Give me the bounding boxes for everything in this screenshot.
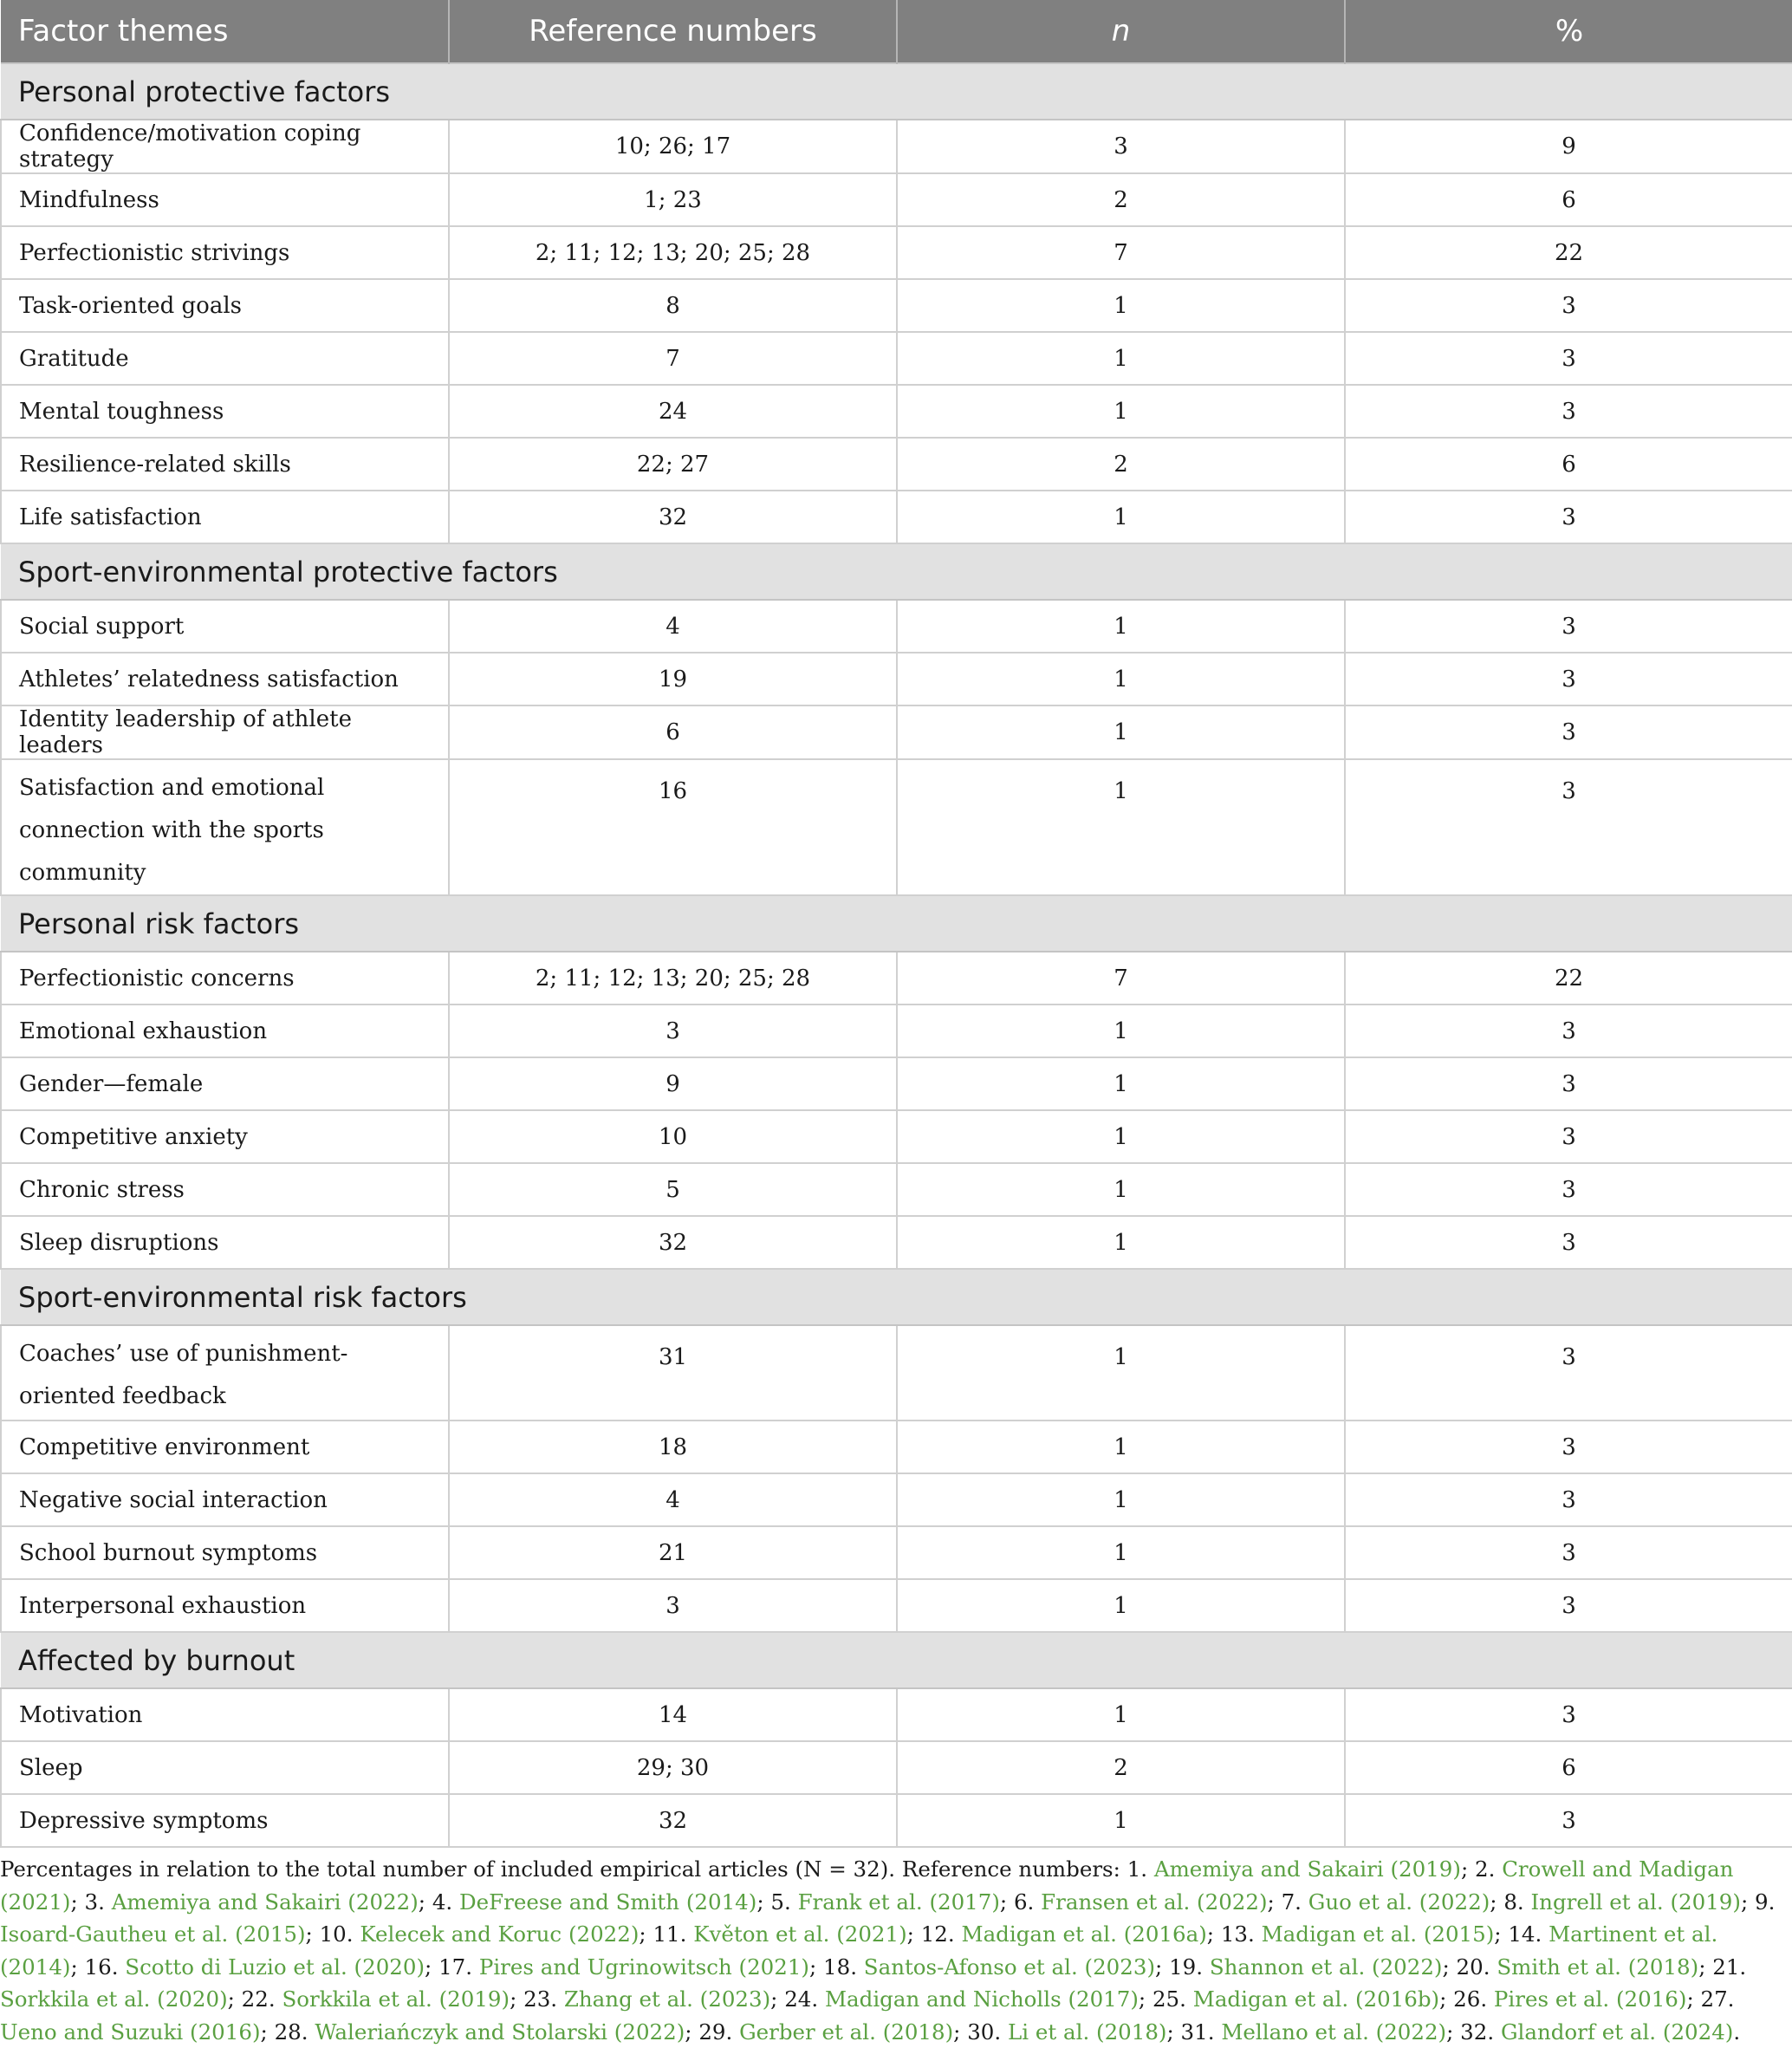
factor-cell: Mindfulness	[1, 173, 449, 226]
percent-cell: 3	[1345, 1216, 1792, 1269]
percent-cell: 3	[1345, 1794, 1792, 1847]
reference-number: 9.	[1754, 1889, 1776, 1915]
factor-cell: Sleep disruptions	[1, 1216, 449, 1269]
reference-number: 5.	[770, 1889, 791, 1915]
reference-numbers-cell: 14	[449, 1688, 897, 1741]
table-row	[1, 1110, 1792, 1163]
n-cell: 2	[897, 438, 1345, 491]
percent-cell: 3	[1345, 491, 1792, 543]
reference-number: 18.	[823, 1954, 857, 1980]
reference-numbers-cell: 19	[449, 653, 897, 705]
table-row	[1, 1741, 1792, 1794]
reference-number: 22.	[241, 1986, 276, 2012]
factor-cell: Chronic stress	[1, 1163, 449, 1216]
reference-number: 24.	[784, 1986, 819, 2012]
n-cell: 1	[897, 279, 1345, 332]
reference-number: 23.	[523, 1986, 558, 2012]
reference-numbers-cell: 2; 11; 12; 13; 20; 25; 28	[449, 226, 897, 279]
section-title: Personal risk factors	[1, 895, 1792, 952]
percent-cell: 3	[1345, 1057, 1792, 1110]
factor-cell: Social support	[1, 600, 449, 653]
reference-number: 26.	[1453, 1986, 1488, 2012]
table-row	[1, 1004, 1792, 1057]
reference-citation-link[interactable]: Scotto di Luzio et al. (2020)	[125, 1954, 425, 1980]
reference-number: 6.	[1013, 1889, 1035, 1915]
reference-citation-link[interactable]: Frank et al. (2017)	[797, 1889, 1000, 1915]
table-row	[1, 1473, 1792, 1526]
section-header-row	[1, 1269, 1792, 1325]
reference-numbers-cell: 31	[449, 1325, 897, 1421]
reference-numbers-cell: 1; 23	[449, 173, 897, 226]
factor-cell: Satisfaction and emotional connection with the sports community	[1, 759, 449, 895]
reference-citation-link[interactable]: Zhang et al. (2023)	[563, 1986, 771, 2012]
reference-numbers-cell: 16	[449, 759, 897, 895]
reference-number: 20.	[1456, 1954, 1490, 1980]
reference-citation-link[interactable]: Květon et al. (2021)	[693, 1921, 907, 1947]
factor-cell: School burnout symptoms	[1, 1526, 449, 1579]
header-row	[1, 0, 1792, 63]
percent-cell: 3	[1345, 1526, 1792, 1579]
factor-cell: Sleep	[1, 1741, 449, 1794]
reference-number: 12.	[920, 1921, 955, 1947]
reference-number: 21.	[1712, 1954, 1747, 1980]
reference-number: 32.	[1460, 2019, 1495, 2045]
reference-numbers-cell: 8	[449, 279, 897, 332]
percent-cell: 3	[1345, 1004, 1792, 1057]
table-row	[1, 1057, 1792, 1110]
reference-number: 27.	[1700, 1986, 1735, 2012]
n-cell: 1	[897, 1526, 1345, 1579]
n-cell: 2	[897, 1741, 1345, 1794]
table-footnote: Percentages in relation to the total number of included empirical articles (N = 32). Reference numbers: 1. Amemiya and Sakairi (2019); 2. Crowell and Madigan (2021); 3. Amemiya and Sakairi (2022); 4. DeFreese and Smith (2014); 5. Frank et al. (2017); 6. Fransen et al. (2022); 7. Guo et al. (2022); 8. Ingrell et al. (2019); 9. Isoard-Gautheu et al. (2015); 10. Kelecek and Koruc (2022); 11. Květon et al. (2021); 12. Madigan et al. (2016a); 13. Madigan et al. (2015); 14. Martinent et al. (2014); 16. Scotto di Luzio et al. (2020); 17. Pires and Ugrinowitsch (2021); 18. Santos-Afonso et al. (2023); 19. Shannon et al. (2022); 20. Smith et al. (2018); 21. Sorkkila et al. (2020); 22. Sorkkila et al. (2019); 23. Zhang et al. (2023); 24. Madigan and Nicholls (2017); 25. Madigan et al. (2016b); 26. Pires et al. (2016); 27. Ueno and Suzuki (2016); 28. Waleriańczyk and Stolarski (2022); 29. Gerber et al. (2018); 30. Li et al. (2018); 31. Mellano et al. (2022); 32. Glandorf et al. (2024).	[0, 1856, 1776, 2045]
percent-cell: 3	[1345, 1325, 1792, 1421]
percent-cell: 3	[1345, 653, 1792, 705]
reference-numbers-cell: 21	[449, 1526, 897, 1579]
n-cell: 1	[897, 1110, 1345, 1163]
factor-cell: Perfectionistic concerns	[1, 952, 449, 1004]
reference-citation-link[interactable]: Mellano et al. (2022)	[1221, 2019, 1447, 2045]
table-row	[1, 385, 1792, 438]
percent-cell: 3	[1345, 1473, 1792, 1526]
n-cell: 1	[897, 1794, 1345, 1847]
reference-citation-link[interactable]: Madigan et al. (2016a)	[961, 1921, 1207, 1947]
reference-numbers-cell: 2; 11; 12; 13; 20; 25; 28	[449, 952, 897, 1004]
percent-cell: 3	[1345, 600, 1792, 653]
n-cell: 1	[897, 1216, 1345, 1269]
factor-cell: Mental toughness	[1, 385, 449, 438]
n-cell: 7	[897, 952, 1345, 1004]
reference-citation-link[interactable]: Pires and Ugrinowitsch (2021)	[478, 1954, 809, 1980]
reference-citation-link[interactable]: Amemiya and Sakairi (2019)	[1153, 1856, 1461, 1882]
percent-cell: 6	[1345, 1741, 1792, 1794]
table-row	[1, 491, 1792, 543]
factor-cell: Identity leadership of athlete leaders	[1, 705, 449, 759]
percent-cell: 3	[1345, 1163, 1792, 1216]
table-row	[1, 120, 1792, 173]
reference-numbers-cell: 6	[449, 705, 897, 759]
reference-citation-link[interactable]: Fransen et al. (2022)	[1041, 1889, 1268, 1915]
reference-number: 28.	[274, 2019, 308, 2045]
n-cell: 1	[897, 332, 1345, 385]
reference-number: 1.	[1126, 1856, 1148, 1882]
factor-cell: Task-oriented goals	[1, 279, 449, 332]
reference-numbers-cell: 9	[449, 1057, 897, 1110]
reference-citation-link[interactable]: Isoard-Gautheu et al. (2015)	[0, 1921, 306, 1947]
table-row	[1, 332, 1792, 385]
reference-citation-link[interactable]: Madigan et al. (2015)	[1261, 1921, 1495, 1947]
reference-citation-link[interactable]: Smith et al. (2018)	[1497, 1954, 1699, 1980]
reference-citation-link[interactable]: Sorkkila et al. (2020)	[0, 1986, 228, 2012]
section-header-row	[1, 895, 1792, 952]
reference-citation-link[interactable]: Ueno and Suzuki (2016)	[0, 2019, 261, 2045]
table-row	[1, 759, 1792, 895]
reference-citation-link[interactable]: Ingrell et al. (2019)	[1530, 1889, 1741, 1915]
reference-citation-link[interactable]: DeFreese and Smith (2014)	[459, 1889, 757, 1915]
table-row	[1, 1325, 1792, 1421]
header-reference-numbers: Reference numbers	[449, 0, 897, 63]
factor-cell: Emotional exhaustion	[1, 1004, 449, 1057]
table-row	[1, 279, 1792, 332]
reference-number: 16.	[84, 1954, 119, 1980]
n-cell: 1	[897, 1057, 1345, 1110]
reference-number: 25.	[1152, 1986, 1186, 2012]
header-factor-themes: Factor themes	[1, 0, 449, 63]
reference-numbers-cell: 10	[449, 1110, 897, 1163]
percent-cell: 9	[1345, 120, 1792, 173]
percent-cell: 6	[1345, 438, 1792, 491]
reference-numbers-cell: 18	[449, 1421, 897, 1473]
reference-citation-link[interactable]: Shannon et al. (2022)	[1209, 1954, 1443, 1980]
reference-numbers-cell: 5	[449, 1163, 897, 1216]
section-header-row	[1, 63, 1792, 120]
reference-number: 19.	[1169, 1954, 1204, 1980]
factor-cell: Life satisfaction	[1, 491, 449, 543]
factor-cell: Coaches’ use of punishment-oriented feedback	[1, 1325, 449, 1421]
factor-cell: Negative social interaction	[1, 1473, 449, 1526]
n-cell: 1	[897, 1579, 1345, 1632]
reference-citation-link[interactable]: Santos-Afonso et al. (2023)	[863, 1954, 1156, 1980]
section-title: Affected by burnout	[1, 1632, 1792, 1688]
percent-cell: 22	[1345, 952, 1792, 1004]
table-row	[1, 1163, 1792, 1216]
table-row	[1, 1794, 1792, 1847]
section-title: Personal protective factors	[1, 63, 1792, 120]
n-cell: 1	[897, 705, 1345, 759]
percent-cell: 22	[1345, 226, 1792, 279]
percent-cell: 3	[1345, 1579, 1792, 1632]
n-cell: 3	[897, 120, 1345, 173]
n-cell: 7	[897, 226, 1345, 279]
reference-citation-link[interactable]: Amemiya and Sakairi (2022)	[111, 1889, 419, 1915]
reference-numbers-cell: 32	[449, 1794, 897, 1847]
table-row	[1, 173, 1792, 226]
table-row	[1, 1688, 1792, 1741]
table-row	[1, 1421, 1792, 1473]
factor-cell: Perfectionistic strivings	[1, 226, 449, 279]
reference-numbers-cell: 10; 26; 17	[449, 120, 897, 173]
reference-citation-link[interactable]: Sorkkila et al. (2019)	[282, 1986, 510, 2012]
n-cell: 1	[897, 385, 1345, 438]
reference-citation-link[interactable]: Madigan and Nicholls (2017)	[824, 1986, 1139, 2012]
n-cell: 1	[897, 1473, 1345, 1526]
percent-cell: 3	[1345, 279, 1792, 332]
factor-cell: Athletes’ relatedness satisfaction	[1, 653, 449, 705]
reference-numbers-cell: 32	[449, 491, 897, 543]
reference-number: 7.	[1281, 1889, 1302, 1915]
factor-cell: Depressive symptoms	[1, 1794, 449, 1847]
reference-numbers-cell: 3	[449, 1579, 897, 1632]
table-row	[1, 1579, 1792, 1632]
percent-cell: 3	[1345, 332, 1792, 385]
reference-number: 13.	[1220, 1921, 1255, 1947]
table-row	[1, 1526, 1792, 1579]
percent-cell: 3	[1345, 1421, 1792, 1473]
n-cell: 1	[897, 653, 1345, 705]
reference-number: 30.	[967, 2019, 1002, 2045]
percent-cell: 3	[1345, 759, 1792, 895]
header-n: n	[897, 0, 1345, 63]
reference-citation-link[interactable]: Li et al. (2018)	[1007, 2019, 1167, 2045]
table-row	[1, 226, 1792, 279]
n-cell: 1	[897, 1004, 1345, 1057]
table-row	[1, 952, 1792, 1004]
reference-citation-link[interactable]: Guo et al. (2022)	[1308, 1889, 1490, 1915]
table-row	[1, 653, 1792, 705]
percent-cell: 3	[1345, 705, 1792, 759]
percent-cell: 3	[1345, 385, 1792, 438]
reference-numbers-cell: 7	[449, 332, 897, 385]
n-cell: 1	[897, 491, 1345, 543]
table-row	[1, 1216, 1792, 1269]
reference-number: 3.	[84, 1889, 105, 1915]
reference-number: 17.	[438, 1954, 473, 1980]
section-header-row	[1, 1632, 1792, 1688]
table-row	[1, 438, 1792, 491]
reference-citation-link[interactable]: Pires et al. (2016)	[1493, 1986, 1687, 2012]
reference-numbers-cell: 4	[449, 1473, 897, 1526]
n-cell: 1	[897, 1325, 1345, 1421]
reference-numbers-cell: 4	[449, 600, 897, 653]
reference-citation-link[interactable]: Crowell and Madigan (2021)	[0, 1856, 1734, 1915]
reference-number: 2.	[1475, 1856, 1496, 1882]
reference-citation-link[interactable]: Kelecek and Koruc (2022)	[360, 1921, 640, 1947]
factor-cell: Resilience-related skills	[1, 438, 449, 491]
reference-number: 8.	[1503, 1889, 1524, 1915]
reference-number: 29.	[698, 2019, 733, 2045]
factor-cell: Confidence/motivation coping strategy	[1, 120, 449, 173]
reference-number: 4.	[432, 1889, 453, 1915]
reference-citation-link[interactable]: Gerber et al. (2018)	[739, 2019, 954, 2045]
reference-number: 11.	[653, 1921, 687, 1947]
factor-cell: Gratitude	[1, 332, 449, 385]
reference-citation-link[interactable]: Martinent et al. (2014)	[0, 1921, 1718, 1980]
reference-citation-link[interactable]: Waleriańczyk and Stolarski (2022)	[315, 2019, 685, 2045]
footnote-intro: Percentages in relation to the total number of included empirical articles (N = 32). Reference numbers:	[0, 1856, 1127, 1882]
n-cell: 1	[897, 759, 1345, 895]
reference-number: 14.	[1508, 1921, 1542, 1947]
section-title: Sport-environmental risk factors	[1, 1269, 1792, 1325]
reference-numbers-cell: 32	[449, 1216, 897, 1269]
factor-cell: Gender—female	[1, 1057, 449, 1110]
reference-numbers-cell: 22; 27	[449, 438, 897, 491]
table-row	[1, 600, 1792, 653]
percent-cell: 3	[1345, 1688, 1792, 1741]
header-percent: %	[1345, 0, 1792, 63]
factor-cell: Interpersonal exhaustion	[1, 1579, 449, 1632]
reference-numbers-cell: 24	[449, 385, 897, 438]
factor-cell: Motivation	[1, 1688, 449, 1741]
n-cell: 1	[897, 1163, 1345, 1216]
reference-number: 31.	[1180, 2019, 1215, 2045]
reference-numbers-cell: 29; 30	[449, 1741, 897, 1794]
n-cell: 1	[897, 1421, 1345, 1473]
factor-cell: Competitive anxiety	[1, 1110, 449, 1163]
footnote-end: .	[1733, 2019, 1741, 2045]
percent-cell: 6	[1345, 173, 1792, 226]
section-header-row	[1, 543, 1792, 600]
n-cell: 2	[897, 173, 1345, 226]
n-cell: 1	[897, 1688, 1345, 1741]
reference-number: 10.	[319, 1921, 354, 1947]
reference-citation-link[interactable]: Glandorf et al. (2024)	[1500, 2019, 1734, 2045]
reference-numbers-cell: 3	[449, 1004, 897, 1057]
percent-cell: 3	[1345, 1110, 1792, 1163]
factor-cell: Competitive environment	[1, 1421, 449, 1473]
section-title: Sport-environmental protective factors	[1, 543, 1792, 600]
table-body	[1, 63, 1792, 1847]
reference-citation-link[interactable]: Madigan et al. (2016b)	[1192, 1986, 1440, 2012]
n-cell: 1	[897, 600, 1345, 653]
table-row	[1, 705, 1792, 759]
